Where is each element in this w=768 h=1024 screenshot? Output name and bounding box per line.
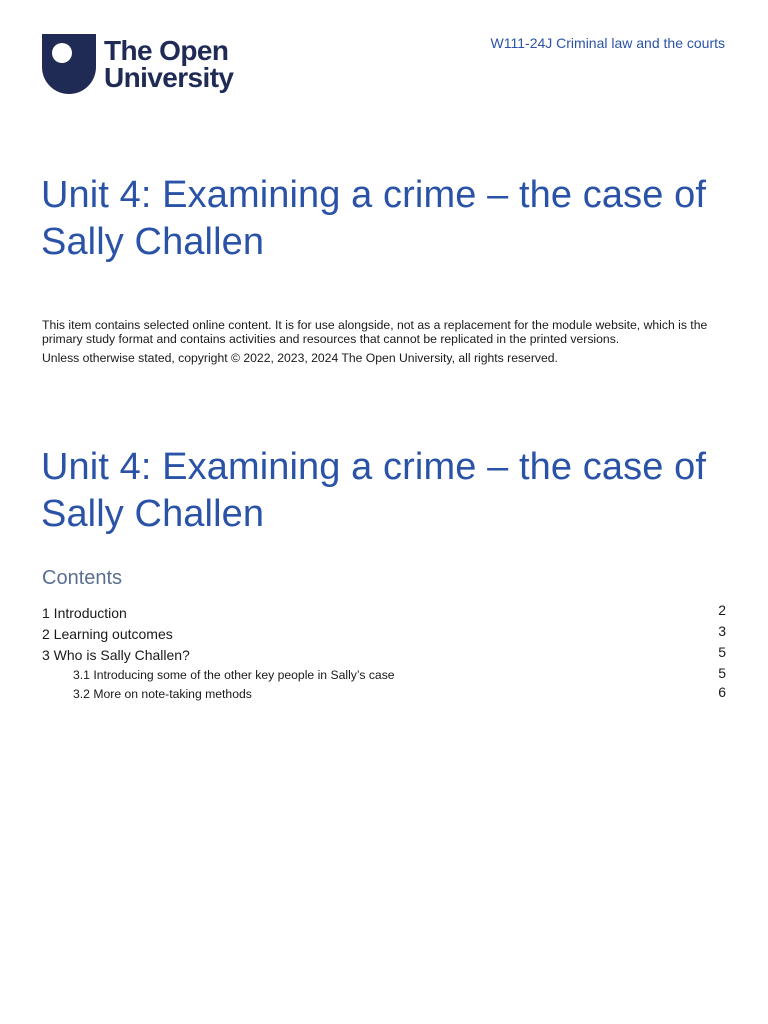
toc-item-page: 5 [718, 644, 726, 660]
toc-item-page: 6 [718, 684, 726, 700]
toc-item-label: 3.1 Introducing some of the other key people in Sally’s case [73, 668, 395, 682]
toc-item-who-is-sally-challen[interactable] [42, 644, 726, 665]
ou-shield-logo-icon [42, 34, 96, 94]
toc-item-label: 1 Introduction [42, 605, 127, 621]
ou-logo-wordmark [104, 37, 233, 91]
module-code: W111-24J Criminal law and the courts [490, 35, 725, 51]
table-of-contents [42, 602, 726, 703]
toc-item-label: 3 Who is Sally Challen? [42, 647, 190, 663]
toc-item-learning-outcomes[interactable] [42, 623, 726, 644]
ou-logo [42, 34, 233, 94]
logo-line-1: The Open [104, 35, 229, 66]
copyright-text: Unless otherwise stated, copyright © 2022, 2023, 2024 The Open University, all rights reserved. [42, 351, 558, 365]
toc-item-note-taking-methods[interactable] [42, 684, 726, 703]
logo-line-2: University [104, 62, 234, 93]
toc-item-label: 2 Learning outcomes [42, 626, 173, 642]
toc-item-label: 3.2 More on note-taking methods [73, 687, 252, 701]
contents-heading: Contents [42, 567, 123, 589]
intro-notice-block [42, 318, 726, 365]
toc-item-introduction[interactable] [42, 602, 726, 623]
contents-page-title: Unit 4: Examining a crime – the case of Sally Challen [41, 446, 706, 535]
notice-text: This item contains selected online content. It is for use alongside, not as a replacement for the module website, which is the primary study format and contains activities and resources that cannot be replicated in the printed versions. [42, 318, 708, 346]
toc-item-page: 5 [718, 665, 726, 681]
toc-item-key-people[interactable] [42, 665, 726, 684]
toc-item-page: 3 [718, 623, 726, 639]
toc-item-page: 2 [718, 602, 726, 618]
page-title: Unit 4: Examining a crime – the case of Sally Challen [41, 174, 706, 263]
